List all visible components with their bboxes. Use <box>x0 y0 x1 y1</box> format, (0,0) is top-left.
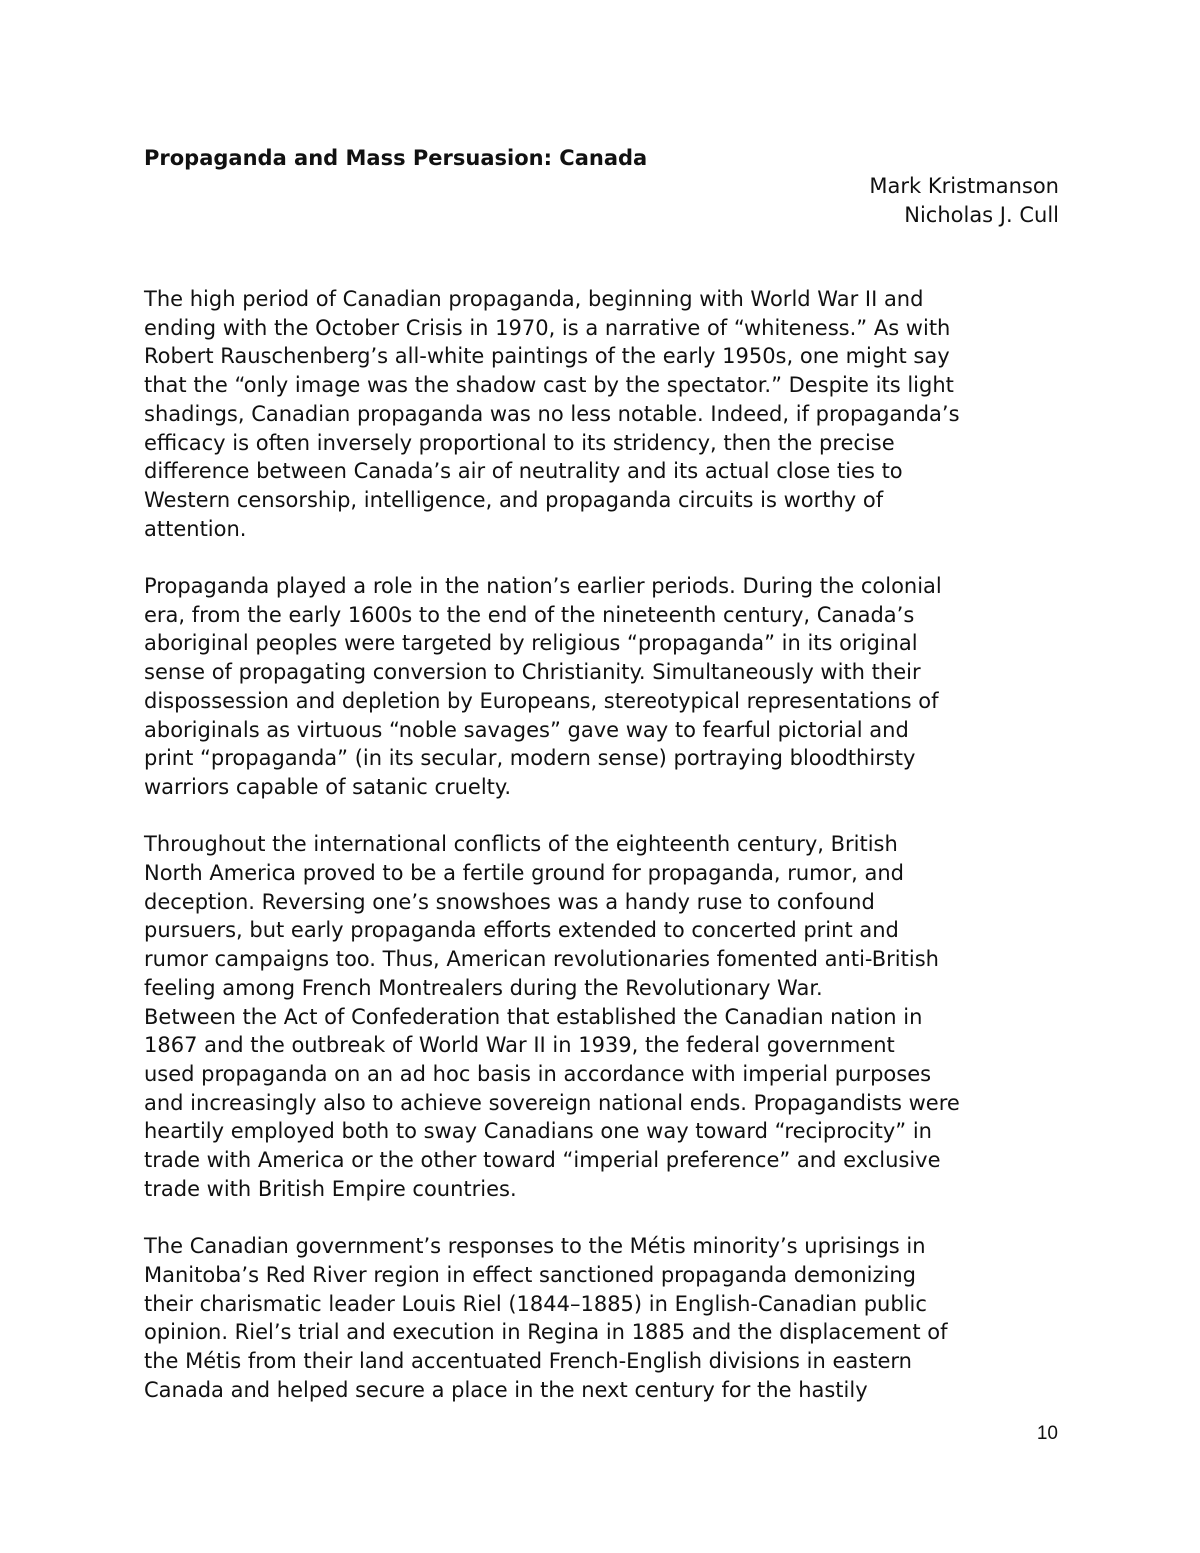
author-name: Nicholas J. Cull <box>904 203 1059 227</box>
article-title: Propaganda and Mass Persuasion: Canada <box>144 146 648 170</box>
body-paragraph: The Canadian government’s responses to the Métis minority’s uprisings in Manitoba’s Red River region in effect sanctioned propaganda demonizing their charismatic leader Louis Riel (1844–1885) in English-Canadian public opinion. Riel’s trial and execution in Regina in 1885 and the displacement of the Métis from their land accentuated French-English divisions in eastern Canada and helped secure a place in the next century for the hastily <box>144 1234 948 1402</box>
page-number: 10 <box>1036 1423 1058 1444</box>
body-paragraph: Propaganda played a role in the nation’s earlier periods. During the colonial era, from the early 1600s to the end of the nineteenth century, Canada’s aboriginal peoples were targeted by religious “propaganda” in its original sense of propagating conversion to Christianity. Simultaneously with their dispossession and depletion by Europeans, stereotypical representations of aboriginals as virtuous “noble savages” gave way to fearful pictorial and print “propaganda” (in its secular, modern sense) portraying bloodthirsty warriors capable of satanic cruelty. <box>144 574 942 799</box>
body-paragraph: Throughout the international conflicts of the eighteenth century, British North America proved to be a fertile ground for propaganda, rumor, and deception. Reversing one’s snowshoes was a handy ruse to confound pursuers, but early propaganda efforts extended to concerted print and rumor campaigns too. Thus, American revolutionaries fomented anti-British feeling among French Montrealers during the Revolutionary War. <box>144 832 939 1000</box>
body-paragraph: Between the Act of Confederation that established the Canadian nation in 1867 and the outbreak of World War II in 1939, the federal government used propaganda on an ad hoc basis in accordance with imperial purposes and increasingly also to achieve sovereign national ends. Propagandists were heartily employed both to sway Canadians one way toward “reciprocity” in trade with America or the other toward “imperial preference” and exclusive trade with British Empire countries. <box>144 1004 960 1201</box>
article-body <box>144 285 1064 1404</box>
author-list <box>869 172 1059 230</box>
author-name: Mark Kristmanson <box>869 174 1059 198</box>
body-paragraph: The high period of Canadian propaganda, beginning with World War II and ending with the October Crisis in 1970, is a narrative of “whiteness.” As with Robert Rauschenberg’s all-white paintings of the early 1950s, one might say that the “only image was the shadow cast by the spectator.” Despite its light shadings, Canadian propaganda was no less notable. Indeed, if propaganda’s efficacy is often inversely proportional to its stridency, then the precise difference between Canada’s air of neutrality and its actual close ties to Western censorship, intelligence, and propaganda circuits is worthy of attention. <box>144 287 960 541</box>
